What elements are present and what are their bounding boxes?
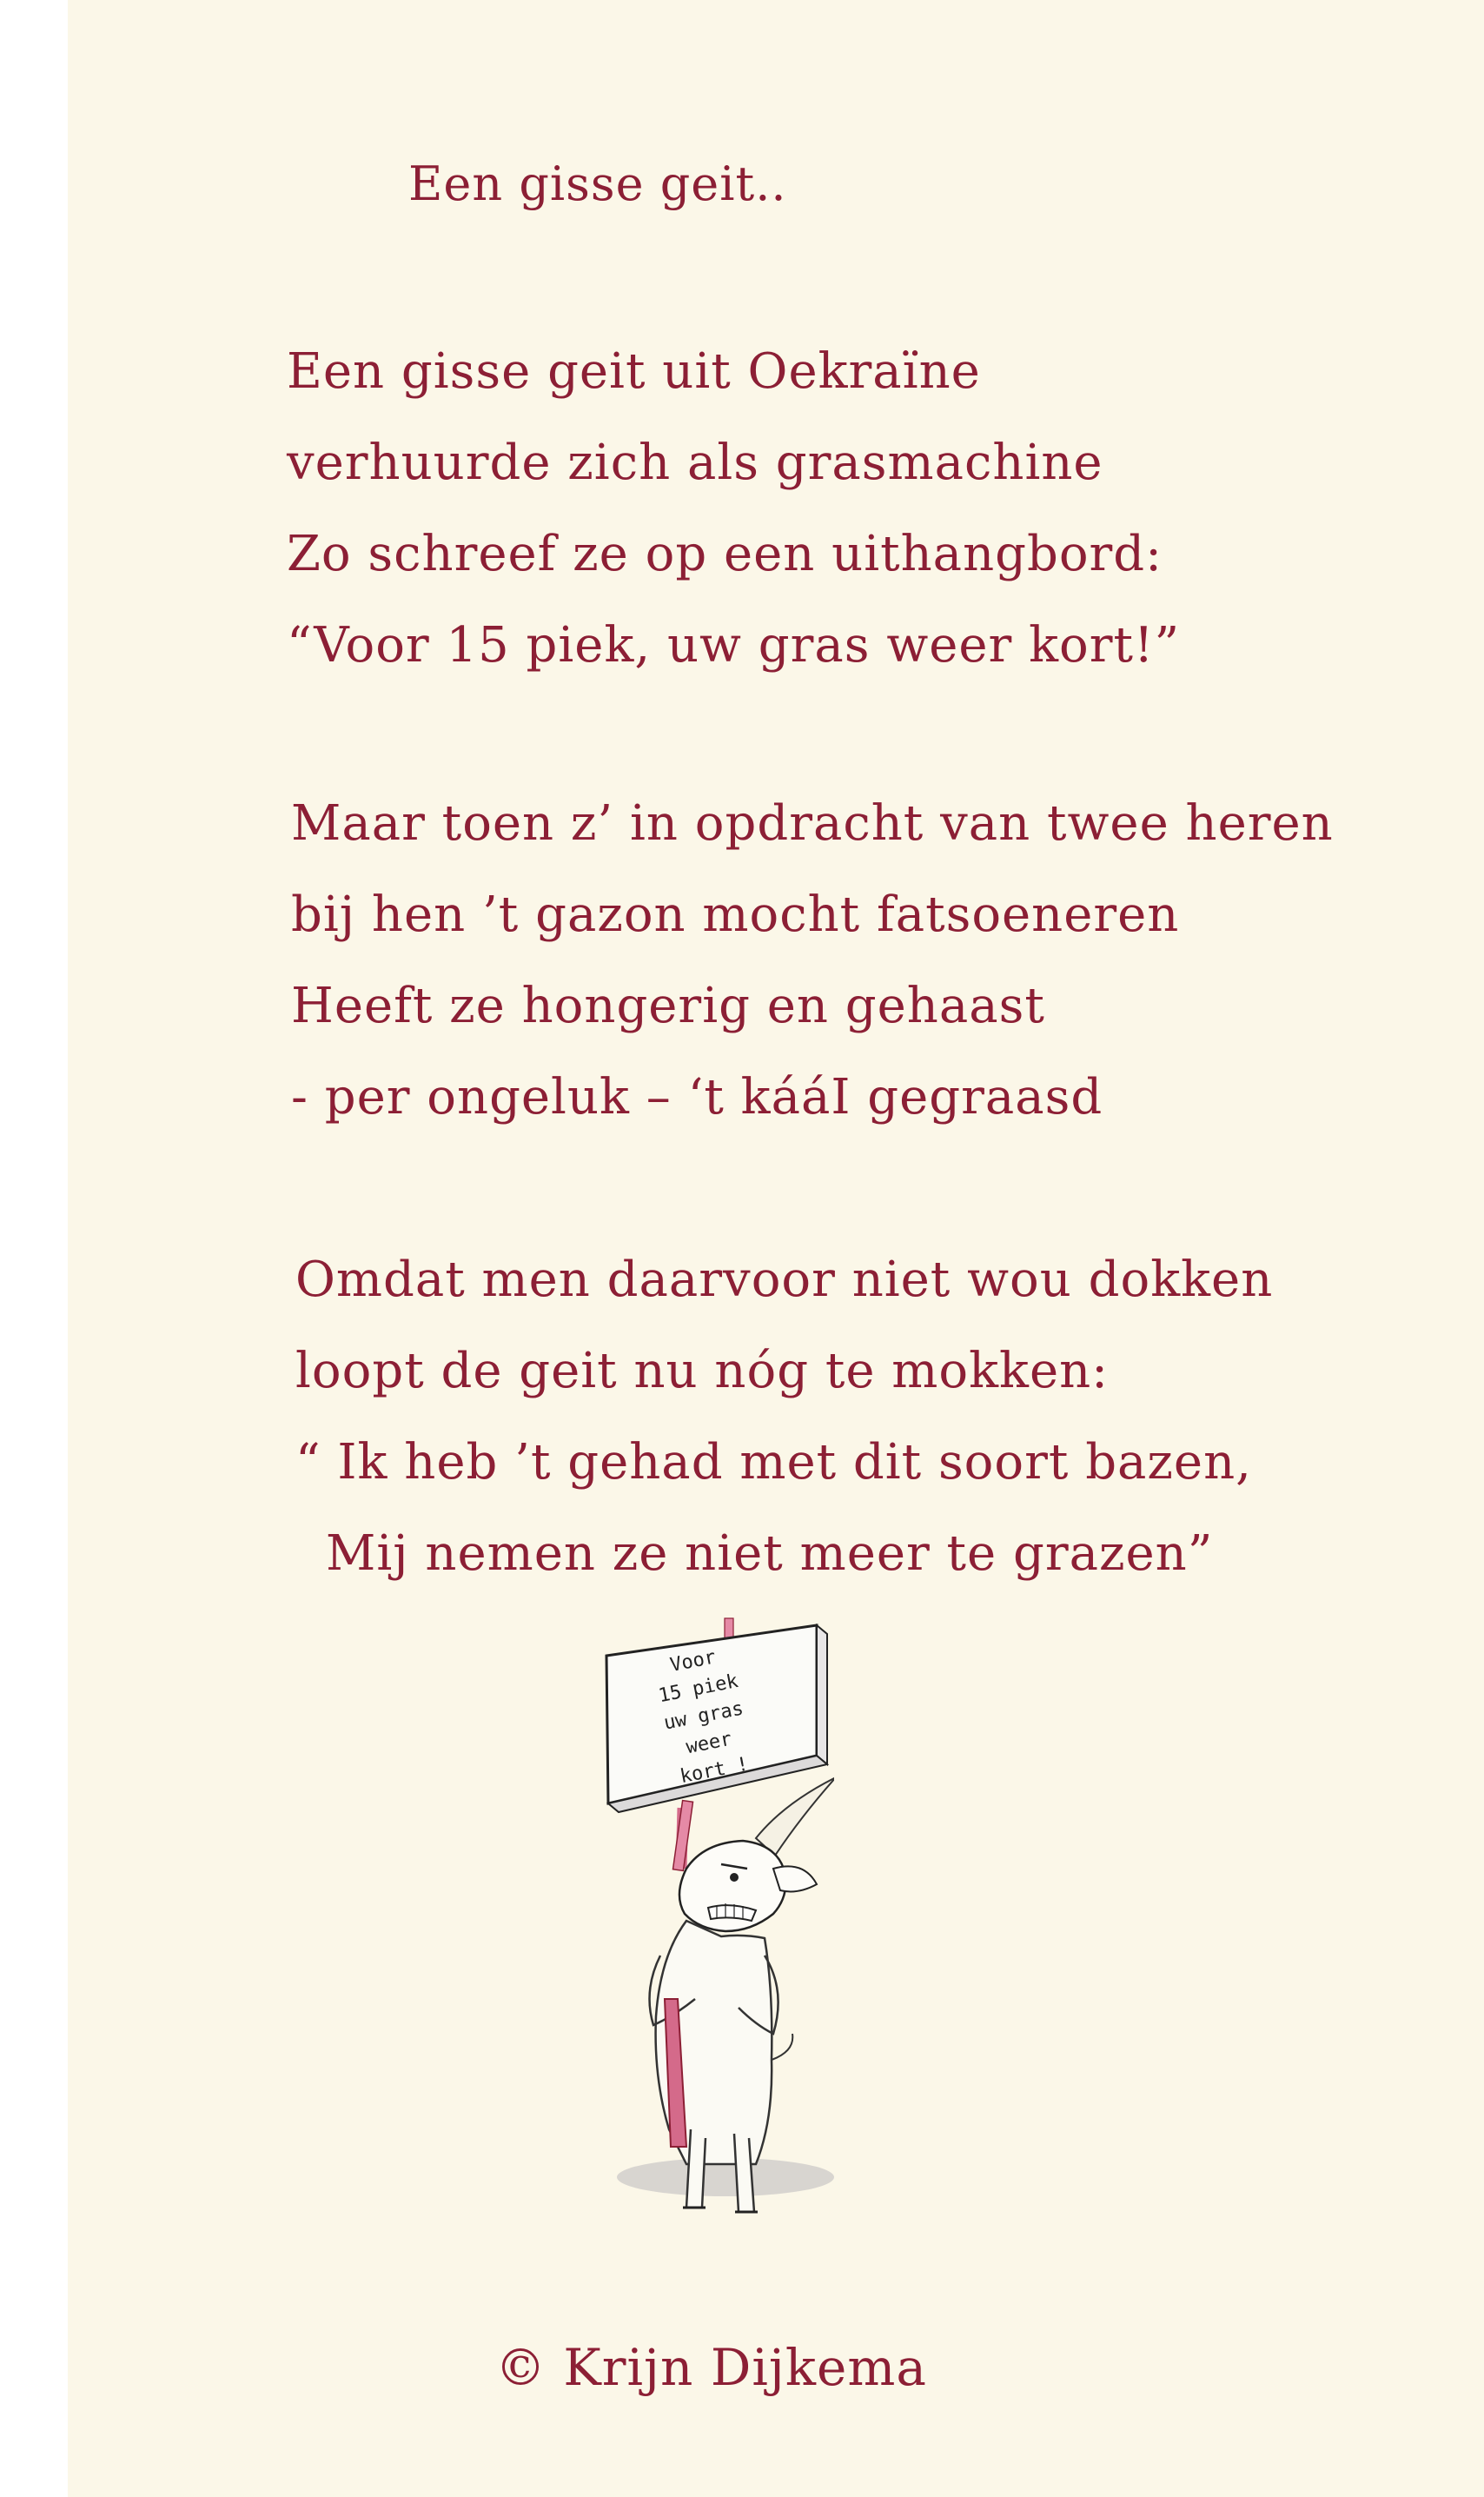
- sign-line: uw gras: [662, 1697, 745, 1735]
- stanza-3-line-1: Omdat men daarvoor niet wou dokken: [295, 1252, 1274, 1308]
- stanza-2-line-4: - per ongeluk – ‘t kááI gegraasd: [291, 1069, 1103, 1126]
- stanza-3-line-3: “ Ik heb ’t gehad met dit soort bazen,: [295, 1434, 1252, 1491]
- poem-title: Een gisse geit..: [408, 156, 787, 211]
- stanza-3-line-2: loopt de geit nu nóg te mokken:: [295, 1343, 1110, 1399]
- sign-line: 15 piek: [656, 1670, 740, 1708]
- stanza-2-line-3: Heeft ze hongerig en gehaast: [291, 978, 1045, 1034]
- copyright-signature: © Krijn Dijkema: [495, 2338, 927, 2397]
- stanza-1-line-4: “Voor 15 piek, uw gras weer kort!”: [287, 617, 1181, 674]
- stanza-1-line-3: Zo schreef ze op een uithangbord:: [287, 526, 1163, 582]
- goat-horn: [756, 1777, 834, 1856]
- stanza-1-line-2: verhuurde zich als grasmachine: [287, 435, 1103, 491]
- stanza-1-line-1: Een gisse geit uit Oekraïne: [287, 343, 981, 400]
- stanza-3-line-4: Mij nemen ze niet meer te grazen”: [326, 1525, 1214, 1582]
- sign-line: weer: [684, 1728, 734, 1759]
- sign-line: Voor: [668, 1646, 719, 1677]
- sign-line: kort !: [678, 1753, 751, 1789]
- scan-margin: [0, 0, 68, 2497]
- stanza-2-line-2: bij hen ’t gazon mocht fatsoeneren: [291, 887, 1180, 943]
- stanza-2-line-1: Maar toen z’ in opdracht van twee heren: [291, 795, 1334, 852]
- goat-ear: [773, 1866, 817, 1891]
